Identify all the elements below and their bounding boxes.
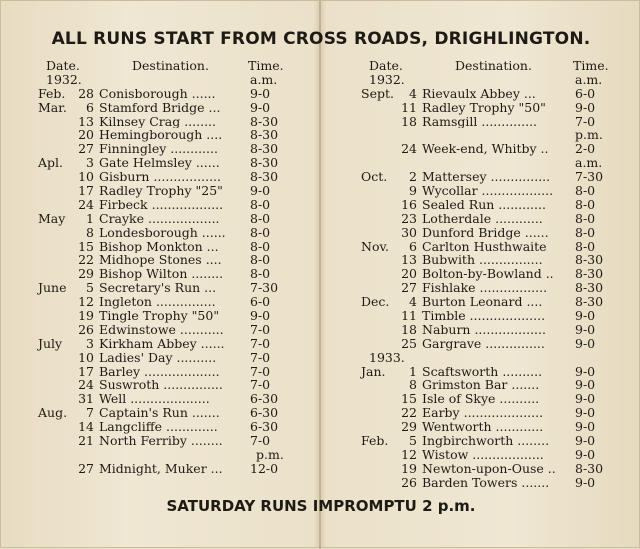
destination: Grimston Bar ....... <box>422 378 540 393</box>
schedule-row <box>361 420 611 434</box>
schedule-row <box>361 87 611 101</box>
start-time: 9-0 <box>250 308 271 324</box>
start-time: 9-0 <box>575 321 596 337</box>
start-time: 8-0 <box>575 210 596 226</box>
day-number: 10 <box>78 349 94 365</box>
destination: Lotherdale ............ <box>422 211 543 226</box>
destination: Wycollar .................. <box>422 184 554 198</box>
date-header: Date. <box>46 58 80 73</box>
start-time: 8-30 <box>575 266 604 282</box>
day-number: 17 <box>78 363 94 379</box>
am-label: a.m. <box>575 155 603 171</box>
destination: Midnight, Muker ... <box>99 461 223 476</box>
destination: Ramsgill .............. <box>422 114 538 129</box>
day-number: 12 <box>78 294 94 310</box>
schedule-row <box>361 240 611 254</box>
destination: Captain's Run ....... <box>99 406 220 421</box>
month-label: Feb. <box>361 433 389 449</box>
destination: Kirkham Abbey ...... <box>99 336 225 351</box>
start-time: 7-0 <box>250 433 271 449</box>
schedule-row <box>38 101 284 115</box>
destination: Stamford Bridge ... <box>99 100 221 115</box>
schedule-row <box>38 406 284 420</box>
day-number: 27 <box>401 280 417 296</box>
month-label: July <box>38 335 63 351</box>
schedule-row <box>38 392 284 406</box>
schedule-row <box>38 309 284 323</box>
pm-label: p.m. <box>256 446 284 462</box>
schedule-row <box>38 281 284 295</box>
destination: Bubwith ................ <box>422 253 543 268</box>
right-column <box>361 59 611 490</box>
start-time: 9-0 <box>575 419 596 435</box>
schedule-row <box>361 198 611 212</box>
schedule-row <box>361 337 611 351</box>
schedule-row <box>361 226 611 240</box>
destination: Rievaulx Abbey ... <box>422 86 536 101</box>
left-column <box>38 59 284 476</box>
day-number: 27 <box>78 141 94 157</box>
day-number: 13 <box>401 252 417 268</box>
day-number: 8 <box>409 377 417 393</box>
start-time: 8-0 <box>250 238 271 254</box>
start-time: 7-0 <box>250 377 271 393</box>
am-label: a.m. <box>575 71 603 87</box>
start-time: 9-0 <box>250 99 271 115</box>
start-time: 9-0 <box>575 405 596 421</box>
day-number: 6 <box>409 238 417 254</box>
start-time: 6-30 <box>250 419 279 435</box>
day-number: 19 <box>78 308 94 324</box>
destination: Barley ................... <box>99 364 220 379</box>
month-label: Oct. <box>361 169 388 185</box>
schedule-row <box>361 476 611 490</box>
schedule-row <box>38 295 284 309</box>
schedule-row <box>38 142 284 156</box>
destination: Naburn .................. <box>422 322 546 337</box>
day-number: 1 <box>86 210 94 226</box>
destination: Ingbirchworth ........ <box>422 434 550 448</box>
schedule-row <box>38 351 284 365</box>
destination: Mattersey ............... <box>422 170 551 185</box>
schedule-row <box>361 378 611 392</box>
start-time: 8-0 <box>250 266 271 282</box>
month-label: June <box>38 280 67 296</box>
destination: Crayke .................. <box>99 211 220 226</box>
schedule-row <box>38 212 284 226</box>
schedule-row <box>38 184 284 198</box>
destination: Timble ................... <box>422 309 546 323</box>
destination: Gargrave ............... <box>422 336 545 351</box>
day-number: 17 <box>78 183 94 199</box>
day-number: 31 <box>78 391 94 407</box>
day-number: 14 <box>78 419 94 435</box>
destination: North Ferriby ........ <box>99 434 223 448</box>
month-label: Dec. <box>361 294 390 310</box>
right-block-3 <box>361 365 611 490</box>
destination: Gate Helmsley ...... <box>99 156 220 171</box>
day-number: 15 <box>401 391 417 407</box>
schedule-row <box>361 142 611 156</box>
destination: Langcliffe ............. <box>99 420 218 435</box>
day-number: 25 <box>401 335 417 351</box>
day-number: 18 <box>401 321 417 337</box>
column-header <box>38 59 284 73</box>
right-block-2 <box>361 170 611 351</box>
day-number: 24 <box>78 377 94 393</box>
destination: Conisborough ...... <box>99 86 216 101</box>
month-label: Apl. <box>38 155 63 171</box>
schedule-row <box>38 115 284 129</box>
start-time: 7-0 <box>250 363 271 379</box>
month-label: Feb. <box>38 85 66 101</box>
schedule-row <box>361 365 611 379</box>
year-row <box>361 73 611 87</box>
day-number: 21 <box>78 433 94 449</box>
day-number: 29 <box>78 266 94 282</box>
footer-note: SATURDAY RUNS IMPROMPTU 2 p.m. <box>166 497 476 515</box>
destination: Edwinstowe ........... <box>99 322 224 337</box>
day-number: 3 <box>86 155 94 171</box>
start-time: 9-0 <box>575 363 596 379</box>
time-header: Time. <box>573 58 609 73</box>
pm-label-row <box>361 128 611 142</box>
schedule-row <box>361 281 611 295</box>
schedule-row <box>38 365 284 379</box>
day-number: 18 <box>401 113 417 129</box>
day-number: 23 <box>401 210 417 226</box>
start-time: 8-30 <box>575 460 604 476</box>
schedule-row <box>38 128 284 142</box>
destination: Ingleton ............... <box>99 295 216 310</box>
destination-header: Destination. <box>132 58 209 73</box>
day-number: 26 <box>78 321 94 337</box>
schedule-row <box>361 323 611 337</box>
schedule-row <box>361 170 611 184</box>
start-time: 6-30 <box>250 391 279 407</box>
destination: Hemingborough .... <box>99 128 223 143</box>
day-number: 26 <box>401 474 417 490</box>
schedule-row <box>38 240 284 254</box>
start-time: 7-0 <box>250 335 271 351</box>
destination: Ladies' Day .......... <box>99 350 217 365</box>
start-time: 8-0 <box>250 196 271 212</box>
fold-line <box>319 1 321 549</box>
start-time: 8-0 <box>250 252 271 268</box>
destination: Isle of Skye .......... <box>422 392 540 407</box>
start-time: 8-0 <box>250 210 271 226</box>
destination: Fishlake ................. <box>422 281 548 296</box>
time-header: Time. <box>248 58 284 73</box>
start-time: 8-0 <box>250 224 271 240</box>
month-label: Jan. <box>361 363 386 379</box>
start-time: 8-0 <box>575 238 596 254</box>
month-label: Sept. <box>361 85 394 101</box>
schedule-row <box>38 170 284 184</box>
schedule-row <box>38 198 284 212</box>
card-title: ALL RUNS START FROM CROSS ROADS, DRIGHLINGTON. <box>51 29 591 49</box>
am-label: a.m. <box>250 71 278 87</box>
schedule-row <box>38 434 284 448</box>
schedule-row <box>38 253 284 267</box>
destination: Sealed Run ............ <box>422 197 546 212</box>
day-number: 4 <box>409 85 417 101</box>
schedule-row <box>38 378 284 392</box>
destination: Wistow .................. <box>422 447 544 462</box>
left-rows <box>38 87 284 448</box>
month-label: May <box>38 210 66 226</box>
day-number: 10 <box>78 169 94 185</box>
day-number: 24 <box>78 196 94 212</box>
day-number: 16 <box>401 196 417 212</box>
start-time: 8-30 <box>575 252 604 268</box>
month-label: Mar. <box>38 99 67 115</box>
start-time: 8-30 <box>575 280 604 296</box>
start-time: 8-0 <box>575 183 596 199</box>
destination: Kilnsey Crag ........ <box>99 114 216 129</box>
start-time: 7-0 <box>250 349 271 365</box>
am-label-row <box>361 156 611 170</box>
year-label: 1932. <box>46 71 82 87</box>
day-number: 27 <box>78 460 94 476</box>
date-header: Date. <box>369 58 403 73</box>
month-label: Aug. <box>38 405 68 421</box>
schedule-row <box>361 212 611 226</box>
schedule-row <box>38 226 284 240</box>
start-time: 8-30 <box>250 155 279 171</box>
day-number: 19 <box>401 460 417 476</box>
start-time: 12-0 <box>250 460 279 476</box>
year-row <box>38 73 284 87</box>
start-time: 9-0 <box>575 474 596 490</box>
day-number: 4 <box>409 294 417 310</box>
day-number: 20 <box>78 127 94 143</box>
start-time: 8-30 <box>250 113 279 129</box>
destination: Finningley ............ <box>99 142 218 157</box>
start-time: 9-0 <box>575 99 596 115</box>
schedule-row <box>361 406 611 420</box>
destination: Carlton Husthwaite <box>422 239 547 254</box>
day-number: 11 <box>401 308 417 324</box>
start-time: 8-30 <box>250 141 279 157</box>
destination: Earby .................... <box>422 406 544 421</box>
destination: Scaftsworth .......... <box>422 364 543 379</box>
destination: Bishop Monkton ... <box>99 239 219 254</box>
destination: Firbeck .................. <box>99 197 224 212</box>
schedule-row <box>38 87 284 101</box>
schedule-row <box>38 337 284 351</box>
day-number: 22 <box>401 405 417 421</box>
schedule-row <box>361 309 611 323</box>
day-number: 22 <box>78 252 94 268</box>
schedule-row <box>361 448 611 462</box>
start-time: 6-30 <box>250 405 279 421</box>
start-time: 6-0 <box>575 85 596 101</box>
start-time: 9-0 <box>250 85 271 101</box>
destination: Bolton-by-Bowland .. <box>422 267 554 282</box>
start-time: 2-0 <box>575 141 596 157</box>
day-number: 9 <box>409 183 417 199</box>
schedule-row <box>361 184 611 198</box>
day-number: 1 <box>409 363 417 379</box>
day-number: 15 <box>78 238 94 254</box>
destination: Week-end, Whitby .. <box>422 142 549 157</box>
schedule-row <box>38 267 284 281</box>
column-header <box>361 59 611 73</box>
destination: Bishop Wilton ........ <box>99 267 224 282</box>
start-time: 8-0 <box>575 224 596 240</box>
destination: Suswroth ............... <box>99 378 223 393</box>
day-number: 7 <box>86 405 94 421</box>
schedule-row <box>38 462 284 476</box>
destination: Radley Trophy "50" <box>422 100 546 115</box>
day-number: 5 <box>86 280 94 296</box>
destination: Well .................... <box>99 392 210 407</box>
destination: Newton-upon-Ouse .. <box>422 461 556 476</box>
year-label: 1932. <box>369 71 405 87</box>
destination: Dunford Bridge ...... <box>422 225 549 240</box>
start-time: 8-30 <box>250 169 279 185</box>
start-time: 9-0 <box>575 377 596 393</box>
destination: Gisburn ................. <box>99 170 221 185</box>
destination: Wentworth ............ <box>422 420 544 435</box>
day-number: 13 <box>78 113 94 129</box>
start-time: 8-30 <box>575 294 604 310</box>
start-time: 8-0 <box>575 196 596 212</box>
schedule-row <box>38 420 284 434</box>
destination-header: Destination. <box>455 58 532 73</box>
schedule-row <box>361 295 611 309</box>
schedule-row <box>361 462 611 476</box>
day-number: 12 <box>401 446 417 462</box>
start-time: 9-0 <box>575 308 596 324</box>
schedule-row <box>361 115 611 129</box>
start-time: 9-0 <box>575 446 596 462</box>
year-label: 1933. <box>369 349 405 365</box>
start-time: 6-0 <box>250 294 271 310</box>
schedule-row <box>361 267 611 281</box>
day-number: 2 <box>409 169 417 185</box>
pm-label: p.m. <box>575 127 603 143</box>
start-time: 7-30 <box>575 169 604 185</box>
year-row <box>361 351 611 365</box>
day-number: 30 <box>401 224 417 240</box>
schedule-row <box>361 101 611 115</box>
destination: Barden Towers ....... <box>422 475 550 490</box>
start-time: 8-30 <box>250 127 279 143</box>
destination: Midhope Stones .... <box>99 253 222 268</box>
day-number: 20 <box>401 266 417 282</box>
day-number: 6 <box>86 99 94 115</box>
schedule-row <box>38 323 284 337</box>
start-time: 9-0 <box>575 391 596 407</box>
day-number: 8 <box>86 224 94 240</box>
destination: Tingle Trophy "50" <box>99 309 220 323</box>
pm-label-row <box>38 448 284 462</box>
day-number: 29 <box>401 419 417 435</box>
start-time: 9-0 <box>250 183 271 199</box>
destination: Secretary's Run ... <box>99 281 217 296</box>
destination: Radley Trophy "25" <box>99 184 223 198</box>
start-time: 7-0 <box>575 113 596 129</box>
day-number: 24 <box>401 141 417 157</box>
right-block-1 <box>361 87 611 129</box>
day-number: 3 <box>86 335 94 351</box>
schedule-row <box>38 156 284 170</box>
schedule-row <box>361 434 611 448</box>
destination: Burton Leonard .... <box>422 295 543 310</box>
schedule-row <box>361 392 611 406</box>
schedule-row <box>361 253 611 267</box>
month-label: Nov. <box>361 238 390 254</box>
right-pm-row <box>361 142 611 156</box>
destination: Londesborough ...... <box>99 225 226 240</box>
start-time: 7-30 <box>250 280 279 296</box>
day-number: 5 <box>409 433 417 449</box>
start-time: 9-0 <box>575 433 596 449</box>
day-number: 11 <box>401 99 417 115</box>
start-time: 7-0 <box>250 321 271 337</box>
left-last-row <box>38 462 284 476</box>
day-number: 28 <box>78 85 94 101</box>
start-time: 9-0 <box>575 335 596 351</box>
